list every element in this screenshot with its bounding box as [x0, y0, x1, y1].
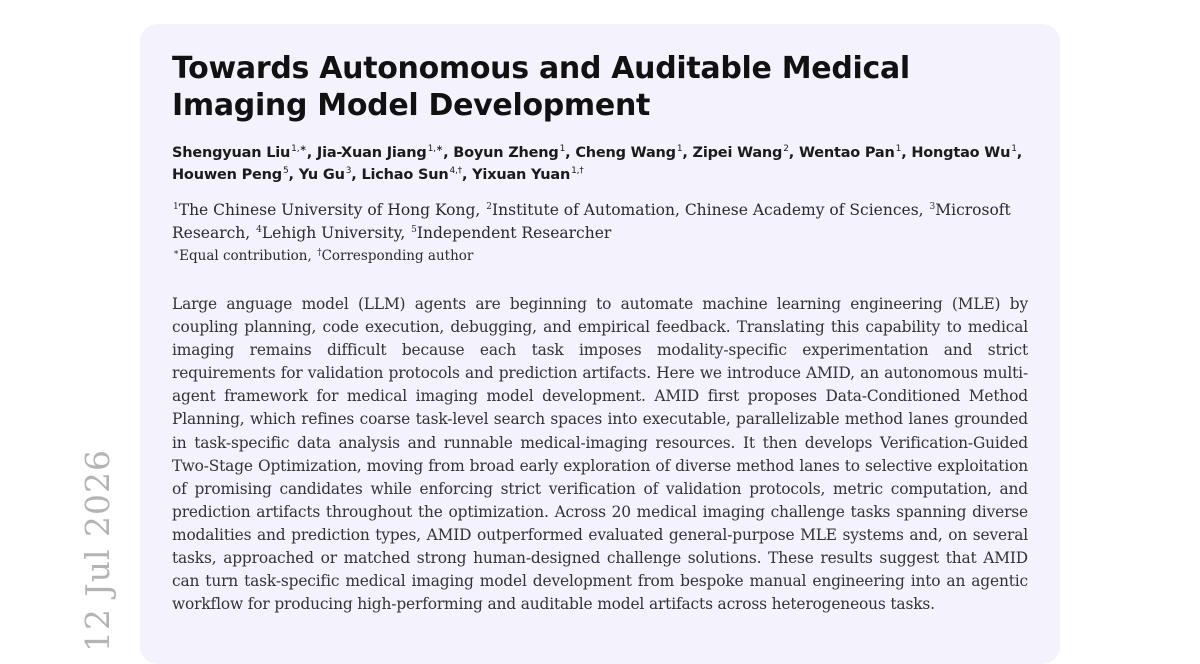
- author: Boyun Zheng$^1$: [453, 144, 566, 161]
- corresponding-author-note: †Corresponding author: [317, 247, 474, 264]
- author: Yixuan Yuan$^{1,\dagger}$: [472, 166, 584, 183]
- affiliation: $^3$Microsoft Research: [172, 201, 1011, 242]
- arxiv-side-stamp: [8, 449, 117, 662]
- author: Shengyuan Liu$^{1,∗}$: [172, 144, 307, 161]
- affiliation: $^5$Independent Researcher: [411, 224, 612, 242]
- affiliation: $^4$Lehigh University: [256, 224, 401, 242]
- author: Yu Gu$^3$: [298, 166, 352, 183]
- abstract: Large anguage model (LLM) agents are beginning to automate machine learning engineering (MLE) by coupling planning, code execution, debugging, and empirical feedback. Translating this capability to medical imaging remains difficult because each task imposes modality-specific experimentation and strict requirements for validation protocols and prediction artifacts. Here we introduce AMID, an autonomous multi-agent framework for medical imaging model development. AMID first proposes Data-Conditioned Method Planning, which refines coarse task-level search spaces into executable, parallelizable method lanes grounded in task-specific data analysis and runnable medical-imaging resources. It then develops Verification-Guided Two-Stage Optimization, moving from broad early exploration of diverse method lanes to selective exploitation of promising candidates while enforcing strict verification of validation protocols, metric computation, and prediction artifacts throughout the optimization. Across 20 medical imaging challenge tasks spanning diverse modalities and prediction types, AMID outperformed evaluated general-purpose MLE systems and, on several tasks, approached or matched strong human-designed challenge solutions. These results suggest that AMID can turn task-specific medical imaging model development from bespoke manual engineering into an agentic workflow for producing high-performing and auditable model artifacts across heterogeneous tasks.: [172, 295, 1028, 614]
- paper-header: [172, 50, 1028, 632]
- author-notes: ∗Equal contribution, †Corresponding author: [173, 247, 474, 264]
- affiliations: $^1$The Chinese University of Hong Kong, $^2$Institute of Automation, Chinese Academy of Sciences, $^3$Microsoft Research, $^4$Lehigh University, $^5$Independent Researcher: [172, 201, 1011, 242]
- author: Lichao Sun$^{4,\dagger}$: [361, 166, 462, 183]
- author: Cheng Wang$^1$: [575, 144, 683, 161]
- affiliation: $^2$Institute of Automation, Chinese Academy of Sciences: [486, 201, 919, 219]
- paper-title: Towards Autonomous and Auditable Medical Imaging Model Development: [172, 51, 910, 123]
- author-list: Shengyuan Liu$^{1,∗}$, Jia-Xuan Jiang$^{1,∗}$, Boyun Zheng$^1$, Cheng Wang$^1$, Zipei Wang$^2$, Wentao Pan$^1$, Hongtao Wu$^1$, Houwen Peng$^5$, Yu Gu$^3$, Lichao Sun$^{4,\dagger}$, Yixuan Yuan$^{1,\dagger}$: [172, 144, 1023, 183]
- author: Wentao Pan$^1$: [798, 144, 902, 161]
- affiliation: $^1$The Chinese University of Hong Kong: [173, 201, 476, 219]
- author: Zipei Wang$^2$: [692, 144, 789, 161]
- author: Houwen Peng$^5$: [172, 166, 289, 183]
- side-stamp-date: 12 Jul 2026: [78, 449, 117, 652]
- equal-contribution-note: ∗Equal contribution: [173, 247, 308, 264]
- author: Hongtao Wu$^1$: [911, 144, 1017, 161]
- author: Jia-Xuan Jiang$^{1,∗}$: [316, 144, 444, 161]
